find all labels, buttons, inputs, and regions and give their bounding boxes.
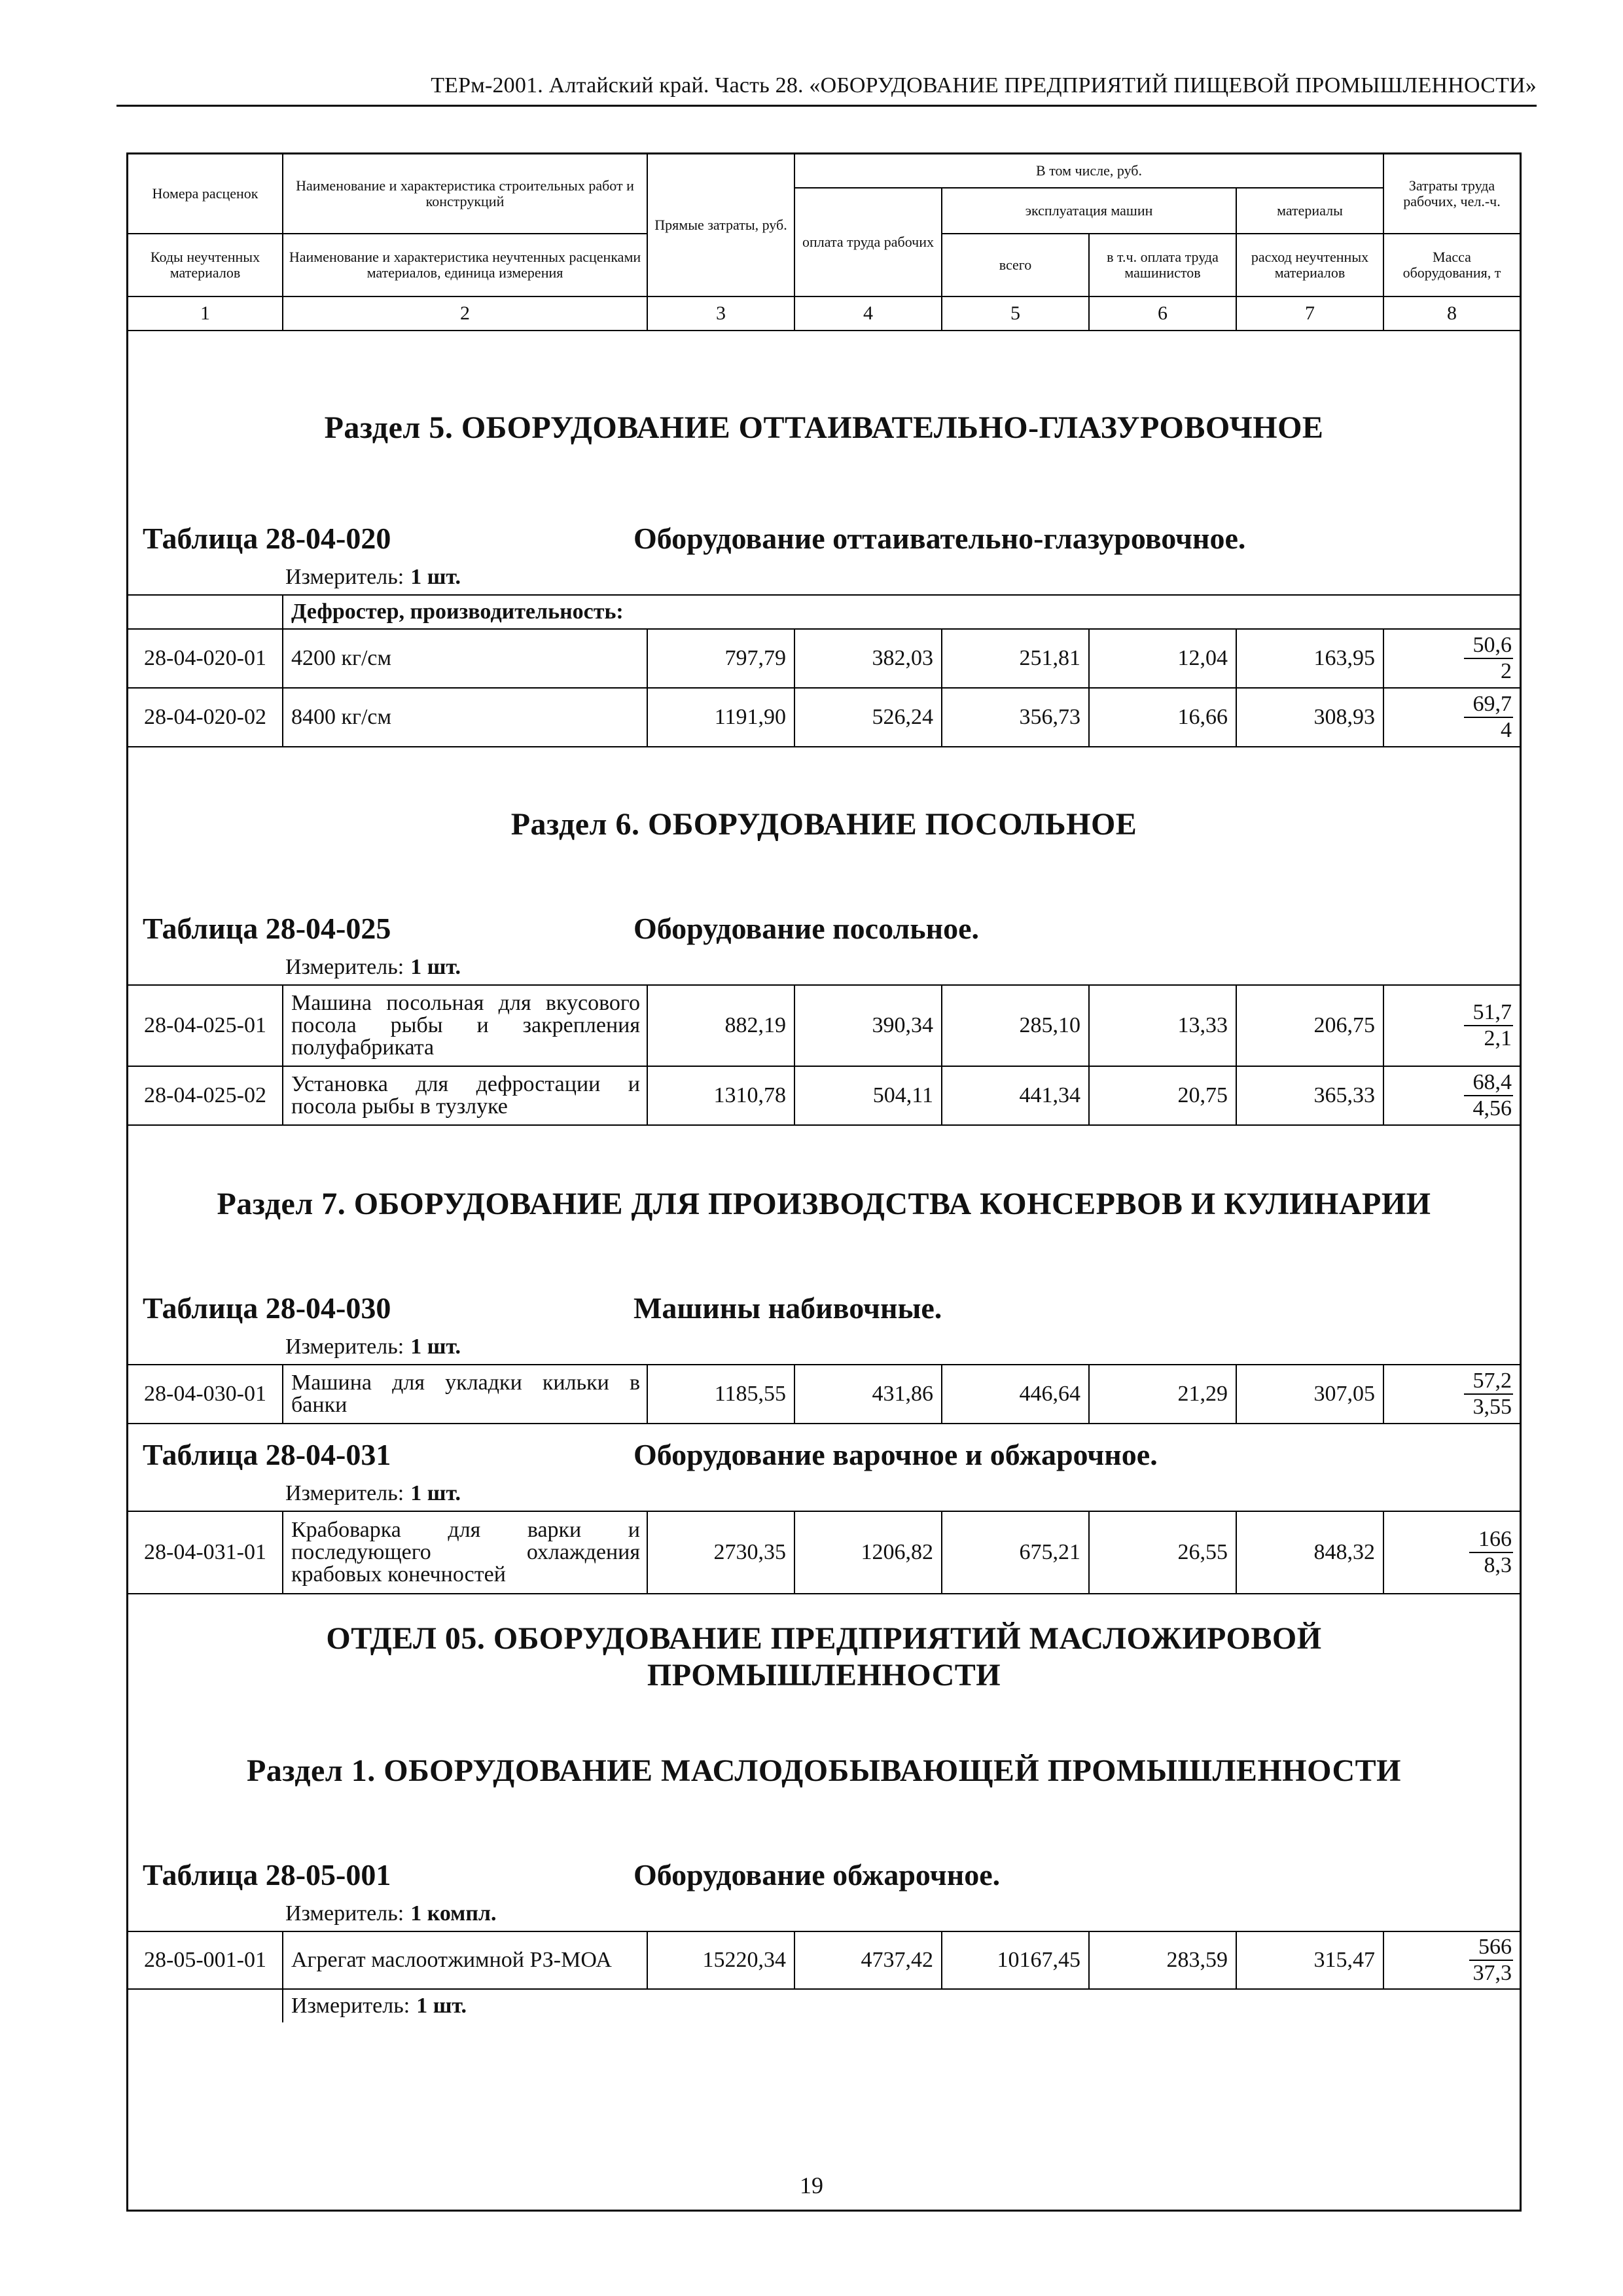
column-number: 1 <box>128 297 283 330</box>
machine-cost: 675,21 <box>942 1512 1090 1593</box>
table-code: Таблица 28-05-001 <box>143 1858 391 1892</box>
rate-name: 8400 кг/см <box>283 689 648 746</box>
measure-line <box>128 1897 1520 1931</box>
measure-line <box>128 950 1520 984</box>
direct-cost: 1310,78 <box>648 1067 795 1124</box>
materials-cost: 365,33 <box>1237 1067 1384 1124</box>
equipment-mass: 4,56 <box>1472 1096 1512 1121</box>
table-code: Таблица 28-04-020 <box>143 522 391 555</box>
measure-line <box>128 1330 1520 1364</box>
labor-mass-cell <box>1384 986 1520 1066</box>
column-number: 7 <box>1237 297 1384 330</box>
labor-hours: 69,7 <box>1464 693 1514 718</box>
labor-mass-cell <box>1384 689 1520 746</box>
table-heading-031 <box>128 1437 1520 1477</box>
page-number: 19 <box>800 2172 823 2198</box>
table-row <box>128 1066 1520 1124</box>
labor-cost: 4737,42 <box>795 1932 942 1988</box>
rate-code: 28-04-025-01 <box>128 986 283 1066</box>
header-col5: всего <box>942 234 1090 296</box>
section-title-7: Раздел 7. ОБОРУДОВАНИЕ ДЛЯ ПРОИЗВОДСТВА КОНСЕРВОВ И КУЛИНАРИИ <box>217 1187 1431 1221</box>
operator-cost: 21,29 <box>1090 1365 1237 1423</box>
labor-hours: 566 <box>1469 1936 1513 1961</box>
direct-cost: 1185,55 <box>648 1365 795 1423</box>
equipment-mass: 2,1 <box>1484 1026 1512 1050</box>
header-col1-bottom: Коды неучтенных материалов <box>128 234 283 296</box>
header-machines: эксплуатация машин <box>942 188 1237 234</box>
direct-cost: 882,19 <box>648 986 795 1066</box>
rate-code: 28-04-025-02 <box>128 1067 283 1124</box>
operator-cost: 13,33 <box>1090 986 1237 1066</box>
group-label: Дефростер, производительность: <box>291 600 624 624</box>
labor-cost: 382,03 <box>795 630 942 687</box>
table-title: Машины набивочные. <box>633 1291 942 1325</box>
measure-line <box>128 560 1520 594</box>
table-heading-025 <box>128 911 1520 950</box>
column-numbers <box>128 297 1520 331</box>
equipment-mass: 2 <box>1501 659 1512 683</box>
rate-name: Установка для дефростации и посола рыбы в тузлуке <box>283 1067 648 1124</box>
materials-cost: 315,47 <box>1237 1932 1384 1988</box>
labor-hours: 166 <box>1469 1528 1513 1553</box>
running-title: ТЕРм-2001. Алтайский край. Часть 28. «ОБОРУДОВАНИЕ ПРЕДПРИЯТИЙ ПИЩЕВОЙ ПРОМЫШЛЕННОСТИ» <box>431 73 1537 98</box>
header-col4: оплата труда рабочих <box>795 188 942 296</box>
header-col6: в т.ч. оплата труда машинистов <box>1090 234 1237 296</box>
rate-code: 28-05-001-01 <box>128 1932 283 1988</box>
table-title: Оборудование оттаивательно-глазуровочное. <box>633 522 1246 555</box>
labor-mass-cell <box>1384 1512 1520 1593</box>
materials-cost: 308,93 <box>1237 689 1384 746</box>
table-row <box>128 687 1520 746</box>
column-number: 8 <box>1447 302 1457 324</box>
measure-label: Измеритель: <box>285 1335 404 1359</box>
machine-cost: 251,81 <box>942 630 1090 687</box>
operator-cost: 20,75 <box>1090 1067 1237 1124</box>
labor-cost: 1206,82 <box>795 1512 942 1593</box>
labor-cost: 390,34 <box>795 986 942 1066</box>
materials-cost: 206,75 <box>1237 986 1384 1066</box>
direct-cost: 797,79 <box>648 630 795 687</box>
header-group: В том числе, руб. <box>795 154 1384 188</box>
labor-mass-cell <box>1384 1365 1520 1423</box>
labor-hours: 50,6 <box>1464 634 1514 659</box>
labor-cost: 504,11 <box>795 1067 942 1124</box>
department-title-line2: ПРОМЫШЛЕННОСТИ <box>647 1658 1001 1693</box>
measure-label: Измеритель: <box>285 565 404 589</box>
column-number: 5 <box>942 297 1090 330</box>
column-number: 6 <box>1090 297 1237 330</box>
table-heading-001 <box>128 1857 1520 1897</box>
labor-cost: 526,24 <box>795 689 942 746</box>
measure-unit: 1 шт. <box>410 1481 461 1505</box>
labor-mass-cell <box>1384 630 1520 687</box>
column-number: 4 <box>795 297 942 330</box>
equipment-mass: 4 <box>1501 718 1512 742</box>
table-row <box>128 1364 1520 1423</box>
rate-name: Крабоварка для варки и последующего охлаждения крабовых конечностей <box>283 1512 648 1593</box>
column-number: 2 <box>283 297 648 330</box>
column-number: 3 <box>648 297 795 330</box>
operator-cost: 283,59 <box>1090 1932 1237 1988</box>
machine-cost: 285,10 <box>942 986 1090 1066</box>
equipment-mass: 8,3 <box>1484 1553 1512 1577</box>
table-heading-030 <box>128 1291 1520 1330</box>
direct-cost: 1191,90 <box>648 689 795 746</box>
measure-unit: 1 компл. <box>410 1901 497 1926</box>
header-col7: расход неучтенных материалов <box>1237 234 1384 296</box>
machine-cost: 441,34 <box>942 1067 1090 1124</box>
header-col3: Прямые затраты, руб. <box>648 154 795 296</box>
direct-cost: 2730,35 <box>648 1512 795 1593</box>
measure-label: Измеритель: <box>285 955 404 979</box>
labor-cost: 431,86 <box>795 1365 942 1423</box>
table-code: Таблица 28-04-025 <box>143 912 391 945</box>
table-code: Таблица 28-04-030 <box>143 1291 391 1325</box>
header-col1-top: Номера расценок <box>128 154 283 234</box>
machine-cost: 446,64 <box>942 1365 1090 1423</box>
header-col8-top: Затраты труда рабочих, чел.-ч. <box>1384 154 1520 234</box>
table-row <box>128 984 1520 1066</box>
materials-cost: 848,32 <box>1237 1512 1384 1593</box>
measure-label: Измеритель: <box>285 1901 404 1926</box>
measure-unit: 1 шт. <box>410 1335 461 1359</box>
section-title-6: Раздел 6. ОБОРУДОВАНИЕ ПОСОЛЬНОЕ <box>510 807 1137 842</box>
rate-code: 28-04-031-01 <box>128 1512 283 1593</box>
operator-cost: 16,66 <box>1090 689 1237 746</box>
header-col2-top: Наименование и характеристика строительных работ и конструкций <box>283 154 648 234</box>
rate-name: Агрегат маслоотжимной РЗ-МОА <box>283 1932 648 1988</box>
machine-cost: 10167,45 <box>942 1932 1090 1988</box>
table-title: Оборудование варочное и обжарочное. <box>633 1438 1158 1471</box>
rate-name: Машина посольная для вкусового посола рыбы и закрепления полуфабриката <box>283 986 648 1066</box>
rate-name: 4200 кг/см <box>283 630 648 687</box>
table-code: Таблица 28-04-031 <box>143 1438 391 1471</box>
table-row <box>128 1511 1520 1593</box>
header-materials: материалы <box>1237 188 1384 234</box>
department-title-line1: ОТДЕЛ 05. ОБОРУДОВАНИЕ ПРЕДПРИЯТИЙ МАСЛОЖИРОВОЙ <box>326 1621 1322 1656</box>
table-row <box>128 628 1520 687</box>
table-title: Оборудование посольное. <box>633 912 980 945</box>
measure-label: Измеритель: <box>291 1994 410 2018</box>
section-title-5: Раздел 5. ОБОРУДОВАНИЕ ОТТАИВАТЕЛЬНО-ГЛАЗУРОВОЧНОЕ <box>324 410 1324 445</box>
rate-code: 28-04-020-01 <box>128 630 283 687</box>
measure-label: Измеритель: <box>285 1481 404 1505</box>
measure-row <box>128 1988 1520 2022</box>
measure-line <box>128 1477 1520 1511</box>
measure-unit: 1 шт. <box>416 1994 467 2018</box>
operator-cost: 26,55 <box>1090 1512 1237 1593</box>
machine-cost: 356,73 <box>942 689 1090 746</box>
header-col8-bottom: Масса оборудования, т <box>1402 249 1501 281</box>
materials-cost: 163,95 <box>1237 630 1384 687</box>
measure-unit: 1 шт. <box>410 955 461 979</box>
group-row <box>128 594 1520 628</box>
rate-code: 28-04-020-02 <box>128 689 283 746</box>
table-heading-020 <box>128 521 1520 560</box>
header-col2-bottom: Наименование и характеристика неучтенных расценками материалов, единица измерения <box>283 234 648 296</box>
rate-name: Машина для укладки кильки в банки <box>283 1365 648 1423</box>
operator-cost: 12,04 <box>1090 630 1237 687</box>
rates-table <box>126 152 1522 2212</box>
labor-hours: 57,2 <box>1464 1370 1514 1395</box>
equipment-mass: 37,3 <box>1472 1961 1512 1985</box>
labor-mass-cell <box>1384 1932 1520 1988</box>
rate-code: 28-04-030-01 <box>128 1365 283 1423</box>
labor-hours: 51,7 <box>1464 1001 1514 1026</box>
section-title-1: Раздел 1. ОБОРУДОВАНИЕ МАСЛОДОБЫВАЮЩЕЙ ПРОМЫШЛЕННОСТИ <box>246 1753 1402 1788</box>
header-rule <box>116 105 1537 107</box>
table-header <box>128 154 1520 297</box>
measure-unit: 1 шт. <box>410 565 461 589</box>
materials-cost: 307,05 <box>1237 1365 1384 1423</box>
equipment-mass: 3,55 <box>1472 1395 1512 1419</box>
table-row <box>128 1931 1520 1988</box>
direct-cost: 15220,34 <box>648 1932 795 1988</box>
labor-hours: 68,4 <box>1464 1071 1514 1096</box>
labor-mass-cell <box>1384 1067 1520 1124</box>
table-title: Оборудование обжарочное. <box>633 1858 1001 1892</box>
